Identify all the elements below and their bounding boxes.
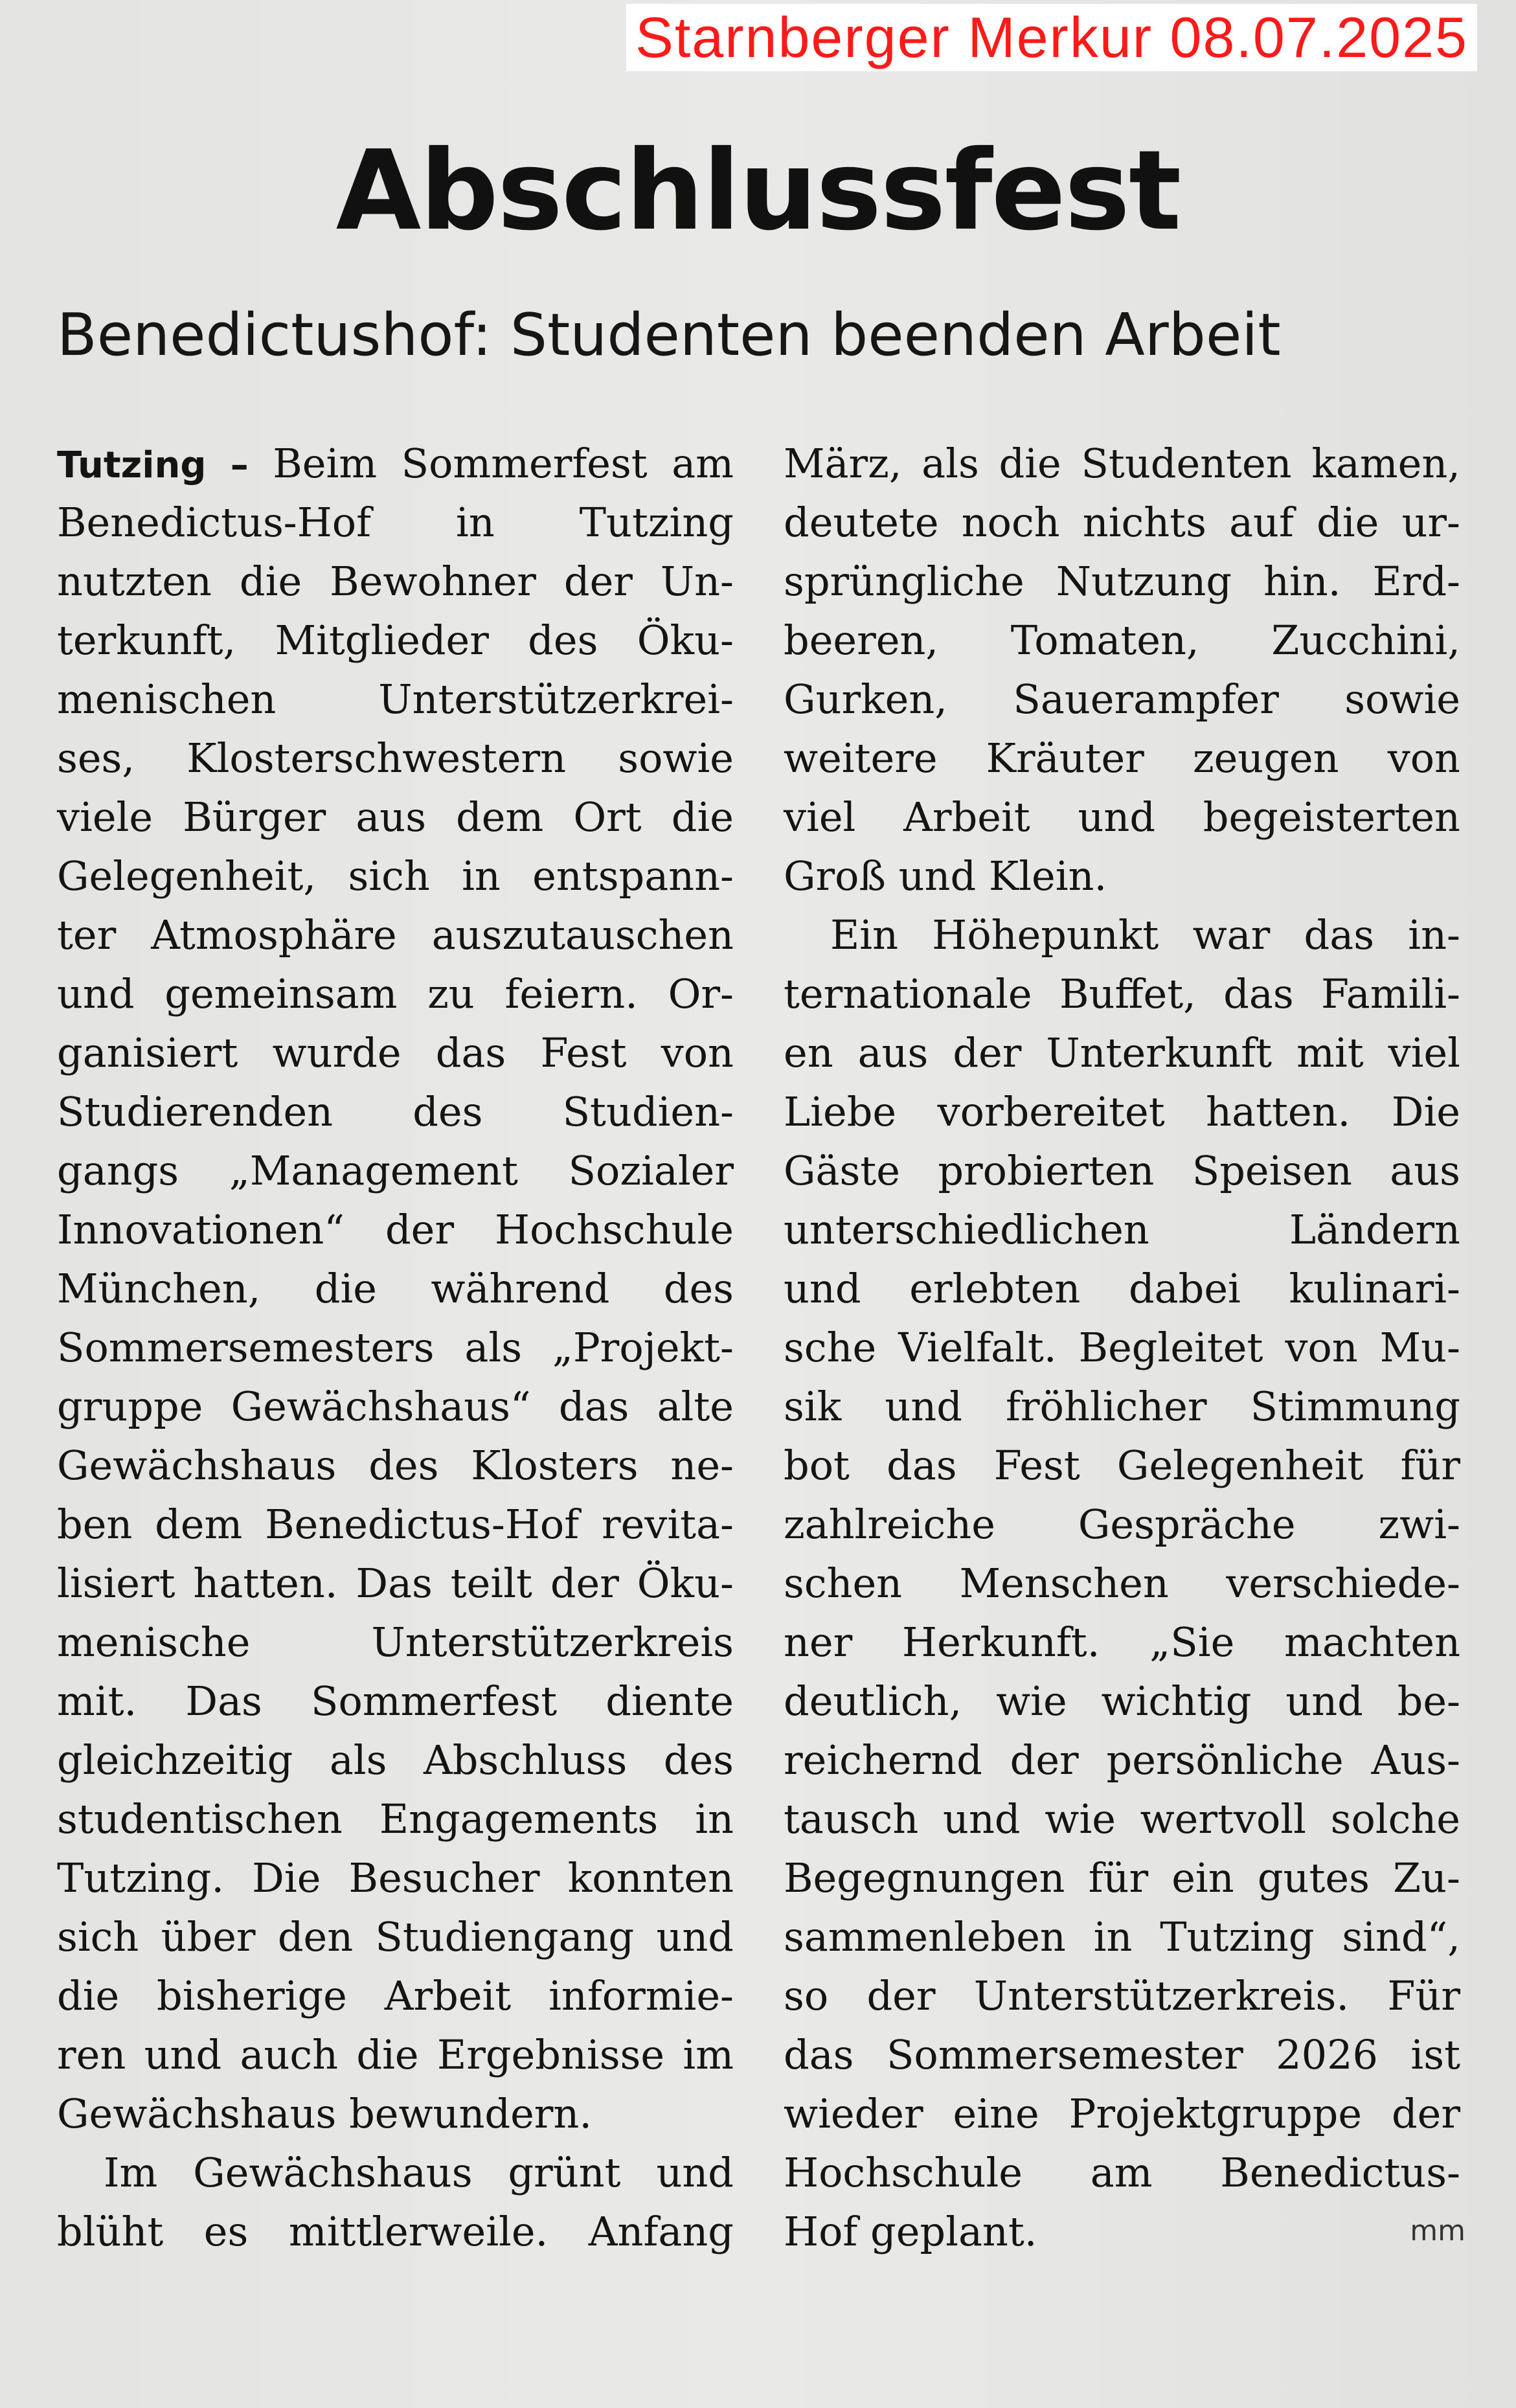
text-line: und erlebten dabei kulinari- (784, 1265, 1460, 1312)
text-line: Gurken, Sauerampfer sowie (784, 676, 1460, 723)
text-line: das Sommersemester 2026 ist (784, 2031, 1460, 2078)
text-line: sammenleben in Tutzing sind“, (784, 1913, 1460, 1960)
text-line: Gäste probierten Speisen aus (784, 1147, 1460, 1194)
text-line: ben dem Benedictus-Hof revita- (57, 1501, 734, 1548)
text-line: gleichzeitig als Abschluss des (57, 1736, 734, 1784)
text-line: sche Vielfalt. Begleitet von Mu- (784, 1324, 1460, 1371)
text-line: unterschiedlichen Ländern (784, 1206, 1460, 1253)
text-line: bot das Fest Gelegenheit für (784, 1442, 1460, 1489)
text-line: nutzten die Bewohner der Un- (57, 558, 734, 605)
text-line: ternationale Buffet, das Famili- (784, 970, 1460, 1017)
text-line: menischen Unterstützerkrei- (57, 676, 734, 723)
text-line: München, die während des (57, 1265, 734, 1312)
text-line: und gemeinsam zu feiern. Or- (57, 970, 734, 1017)
text-line: ganisiert wurde das Fest von (57, 1029, 734, 1076)
text-line: Sommersemesters als „Projekt- (57, 1324, 734, 1371)
text-line: reichernd der persönliche Aus- (784, 1736, 1460, 1784)
text-line: ter Atmosphäre auszutauschen (57, 911, 734, 959)
text-line: mit. Das Sommerfest diente (57, 1677, 734, 1725)
article-column-right (784, 434, 1460, 2261)
subheadline: Benedictushof: Studenten beenden Arbeit (57, 301, 1281, 369)
text-line: viele Bürger aus dem Ort die (57, 793, 734, 841)
source-label: Starnberger Merkur 08.07.2025 (626, 4, 1477, 71)
text-line: sich über den Studiengang und (57, 1913, 734, 1960)
text-line: wieder eine Projektgruppe der (784, 2090, 1460, 2137)
text-line: Tutzing. Die Besucher konnten (57, 1854, 734, 1902)
text-line: Groß und Klein. (784, 852, 1107, 900)
text-line: terkunft, Mitglieder des Öku- (57, 617, 734, 664)
text-line: studentischen Engagements in (57, 1795, 734, 1843)
text-line: Hof geplant. (784, 2208, 1037, 2255)
text-line: Gewächshaus bewundern. (57, 2090, 593, 2137)
text-line: März, als die Studenten kamen, (784, 440, 1460, 487)
text-line: Hochschule am Benedictus- (784, 2149, 1460, 2196)
text-line: Innovationen“ der Hochschule (57, 1206, 734, 1253)
text-line: gangs „Management Sozialer (57, 1147, 734, 1194)
text-line: viel Arbeit und begeisterten (784, 793, 1460, 841)
text-line: Studierenden des Studien- (57, 1088, 734, 1135)
author-initials: mm (1410, 2214, 1465, 2247)
text-line: gruppe Gewächshaus“ das alte (57, 1383, 734, 1430)
dateline: Tutzing – (57, 444, 249, 486)
text-line: weitere Kräuter zeugen von (784, 734, 1460, 782)
text-line: lisiert hatten. Das teilt der Öku- (57, 1560, 734, 1607)
text-line: ren und auch die Ergebnisse im (57, 2031, 734, 2078)
text-line: deutlich, wie wichtig und be- (784, 1677, 1460, 1725)
line-text: Beim Sommerfest am (273, 440, 734, 487)
text-line: Im Gewächshaus grünt und (104, 2149, 734, 2196)
text-line: Benedictus-Hof in Tutzing (57, 499, 734, 546)
article-column-left (57, 434, 734, 2261)
text-line: zahlreiche Gespräche zwi- (784, 1501, 1460, 1548)
text-line: en aus der Unterkunft mit viel (784, 1029, 1460, 1076)
text-line: Ein Höhepunkt war das in- (830, 911, 1460, 959)
text-line: sprüngliche Nutzung hin. Erd- (784, 558, 1460, 605)
text-line: Gewächshaus des Klosters ne- (57, 1442, 734, 1489)
text-line (57, 434, 734, 493)
text-line: tausch und wie wertvoll solche (784, 1795, 1460, 1843)
text-line: so der Unterstützerkreis. Für (784, 1972, 1460, 2019)
text-line: Gelegenheit, sich in entspann- (57, 852, 734, 900)
text-line: Liebe vorbereitet hatten. Die (784, 1088, 1460, 1135)
text-line: menische Unterstützerkreis (57, 1619, 734, 1666)
text-line: ner Herkunft. „Sie machten (784, 1619, 1460, 1666)
text-line: blüht es mittlerweile. Anfang (57, 2208, 734, 2255)
headline: Abschlussfest (335, 127, 1181, 255)
text-line: beeren, Tomaten, Zucchini, (784, 617, 1460, 664)
text-line: ses, Klosterschwestern sowie (57, 734, 734, 782)
text-line: deutete noch nichts auf die ur- (784, 499, 1460, 546)
text-line: Begegnungen für ein gutes Zu- (784, 1854, 1460, 1902)
text-line: die bisherige Arbeit informie- (57, 1972, 734, 2019)
text-line: sik und fröhlicher Stimmung (784, 1383, 1460, 1430)
text-line: schen Menschen verschiede- (784, 1560, 1460, 1607)
